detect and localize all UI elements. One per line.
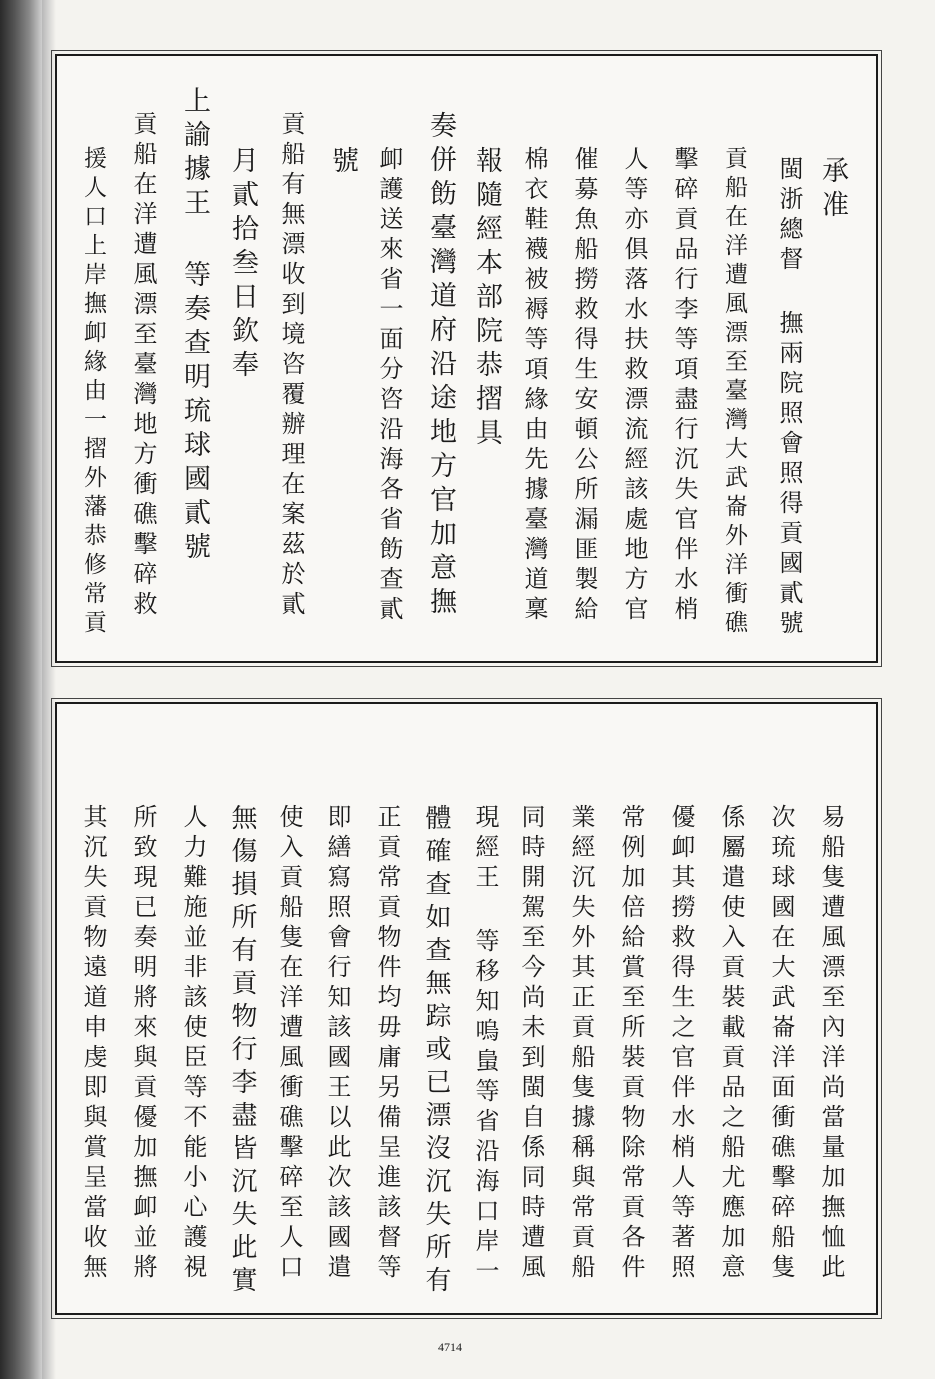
bottom-column-5: 常例加倍給賞至所裝貢物除常貢各件 bbox=[617, 804, 645, 1284]
top-column-13: 月貳拾叁日欽奉 bbox=[227, 146, 258, 384]
top-column-2: 閩浙總督 撫兩院照會照得貢國貳號 bbox=[775, 156, 803, 640]
top-column-3: 貢船在洋遭風漂至臺灣大武崙外洋衝礁 bbox=[721, 146, 747, 639]
bottom-column-6: 業經沉失外其正貢船隻據稱與常貢船 bbox=[567, 804, 595, 1284]
bottom-column-8: 現經王 等移知嗚蛗等省沿海口岸一 bbox=[471, 804, 499, 1288]
book-binding-edge bbox=[0, 0, 42, 1379]
bottom-column-7: 同時開駕至今尚未到閩自係同時遭風 bbox=[517, 804, 545, 1284]
bottom-column-3: 係屬遣使入貢裝載貢品之船尤應加意 bbox=[717, 804, 745, 1284]
top-column-4: 擊碎貢品行李等項盡行沉失官伴水梢 bbox=[670, 146, 698, 626]
binding-shadow bbox=[42, 0, 56, 1379]
bottom-column-9: 體確查如查無踪或已漂沒沉失所有 bbox=[421, 804, 451, 1299]
bottom-column-4: 優卹其撈救得生之官伴水梢人等著照 bbox=[667, 804, 695, 1284]
top-column-15: 貢船在洋遭風漂至臺灣地方衝礁擊碎救 bbox=[129, 111, 157, 621]
top-column-5: 人等亦俱落水扶救漂流經該處地方官 bbox=[620, 146, 648, 626]
bottom-column-2: 次琉球國在大武崙洋面衝礁擊碎船隻 bbox=[767, 804, 795, 1284]
top-page-panel bbox=[55, 54, 878, 663]
top-column-11: 號 bbox=[327, 146, 358, 180]
bottom-page-panel bbox=[55, 702, 878, 1315]
top-column-8: 報隨經本部院恭摺具 bbox=[471, 146, 502, 452]
page-number: 4714 bbox=[438, 1340, 462, 1354]
top-column-16: 援人口上岸撫卹緣由一摺外藩恭修常貢 bbox=[80, 146, 106, 639]
bottom-column-16: 其沉失貢物遠道申虔即與賞呈當收無 bbox=[79, 804, 107, 1284]
top-column-1: 承准 bbox=[817, 156, 848, 224]
top-column-14: 上諭據王 等奏查明琉球國貳號 bbox=[179, 86, 210, 566]
bottom-column-10: 正貢常貢物件均毋庸另備呈進該督等 bbox=[373, 804, 401, 1284]
top-column-12: 貢船有無漂收到境咨覆辦理在案茲於貳 bbox=[277, 111, 305, 621]
top-column-10: 卹護送來省一面分咨沿海各省飭查貳 bbox=[375, 146, 403, 626]
bottom-column-14: 人力難施並非該使臣等不能小心護視 bbox=[179, 804, 207, 1284]
bottom-column-11: 即繕寫照會行知該國王以此次該國遣 bbox=[323, 804, 351, 1284]
bottom-column-1: 易船隻遭風漂至內洋尚當量加撫恤此 bbox=[817, 804, 845, 1284]
top-column-6: 催募魚船撈救得生安頓公所漏匪製給 bbox=[570, 146, 598, 626]
top-column-9: 奏併飭臺灣道府沿途地方官加意撫 bbox=[425, 111, 456, 621]
bottom-column-12: 使入貢船隻在洋遭風衝礁擊碎至人口 bbox=[275, 804, 303, 1284]
bottom-column-15: 所致現已奏明將來與貢優加撫卹並將 bbox=[129, 804, 157, 1284]
bottom-column-13: 無傷損所有貢物行李盡皆沉失此實 bbox=[227, 804, 257, 1299]
top-column-7: 棉衣鞋襪被褥等項緣由先據臺灣道稟 bbox=[520, 146, 548, 626]
